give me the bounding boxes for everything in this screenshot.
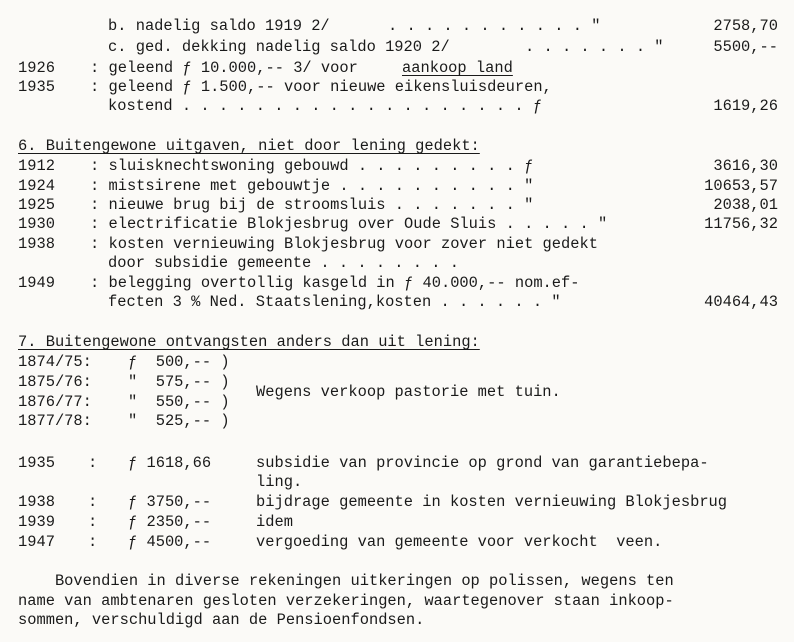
s7-later-year: 1947 [18, 533, 55, 551]
s6-row-amount: 10653,57 [704, 177, 778, 195]
s7-early-year: 1875/76: [18, 373, 92, 391]
s7-early-amount: ƒ 500,-- ) [128, 353, 230, 371]
line-b-amount: 2758,70 [713, 17, 778, 35]
s7-later-text: idem [256, 513, 293, 531]
line-c-text: c. ged. dekking nadelig saldo 1920 2/ [108, 38, 450, 56]
s6-row-amount: 3616,30 [713, 157, 778, 175]
s7-early-amount: " 550,-- ) [128, 393, 230, 411]
s7-early-amount: " 575,-- ) [128, 373, 230, 391]
line-1935-text-1: : geleend ƒ 1.500,-- voor nieuwe eikensluisdeuren, [90, 78, 552, 96]
s6-row-text: : electrificatie Blokjesbrug over Oude Sluis . . . . . " [90, 215, 608, 233]
s6-row-amount: 11756,32 [704, 215, 778, 233]
year-1938: 1938 [18, 235, 55, 253]
section-7-heading: 7. Buitengewone ontvangsten anders dan uit lening: [18, 333, 480, 351]
section-6-heading: 6. Buitengewone uitgaven, niet door lening gedekt: [18, 137, 480, 155]
s7-later-amount: ƒ 4500,-- [128, 533, 212, 551]
s7-later-colon: : [88, 454, 98, 472]
s6-row-text: : sluisknechtswoning gebouwd . . . . . . . . . ƒ [90, 157, 534, 175]
s7-early-year: 1876/77: [18, 393, 92, 411]
s6-row-year: 1924 [18, 177, 55, 195]
s7-later-colon: : [88, 533, 98, 551]
s7-later-text: ling. [256, 473, 303, 491]
line-1935-amount: 1619,26 [713, 97, 778, 115]
year-1935: 1935 [18, 78, 55, 96]
s6-row-year: 1925 [18, 196, 55, 214]
s7-later-text: subsidie van provincie op grond van garantiebepa- [256, 454, 709, 472]
year-1926: 1926 [18, 59, 55, 77]
s7-later-colon: : [88, 493, 98, 511]
s7-early-amount: " 525,-- ) [128, 412, 230, 430]
line-1949-text-2: fecten 3 % Ned. Staatslening,kosten . . . . . . " [108, 293, 561, 311]
line-1949-amount: 40464,43 [704, 293, 778, 311]
s7-early-year: 1874/75: [18, 353, 92, 371]
s6-row-year: 1912 [18, 157, 55, 175]
line-1935-text-2: kostend . . . . . . . . . . . . . . . . . . . ƒ [108, 97, 543, 115]
closing-line-3: sommen, verschuldigd aan de Pensioenfondsen. [18, 611, 425, 629]
s6-row-text: : mistsirene met gebouwtje . . . . . . . . . . " [90, 177, 534, 195]
s7-later-year: 1935 [18, 454, 55, 472]
line-1938-text-2: door subsidie gemeente . . . . . . . . [108, 254, 459, 272]
s7-later-colon: : [88, 513, 98, 531]
line-1926-text: : geleend ƒ 10.000,-- 3/ voor [90, 59, 358, 77]
s7-later-amount: ƒ 3750,-- [128, 493, 212, 511]
s6-row-year: 1930 [18, 215, 55, 233]
line-1938-text-1: : kosten vernieuwing Blokjesbrug voor zover niet gedekt [90, 235, 598, 253]
s7-later-text: vergoeding van gemeente voor verkocht veen. [256, 533, 663, 551]
s7-later-amount: ƒ 2350,-- [128, 513, 212, 531]
s7-later-text: bijdrage gemeente in kosten vernieuwing Blokjesbrug [256, 493, 728, 511]
s7-early-year: 1877/78: [18, 412, 92, 430]
s7-early-note: Wegens verkoop pastorie met tuin. [256, 383, 561, 401]
s6-row-amount: 2038,01 [713, 196, 778, 214]
line-1926-link: aankoop land [402, 59, 513, 77]
year-1949: 1949 [18, 274, 55, 292]
line-1949-text-1: : belegging overtollig kasgeld in ƒ 40.000,-- nom.ef- [90, 274, 580, 292]
closing-line-2: name van ambtenaren gesloten verzekeringen, waartegenover staan inkoop- [18, 592, 674, 610]
s7-later-year: 1939 [18, 513, 55, 531]
closing-line-1: Bovendien in diverse rekeningen uitkeringen op polissen, wegens ten [18, 572, 674, 590]
line-c-dots: . . . . . . . " [525, 38, 664, 56]
s7-later-year: 1938 [18, 493, 55, 511]
s6-row-text: : nieuwe brug bij de stroomsluis . . . . . . . " [90, 196, 534, 214]
line-b-text: b. nadelig saldo 1919 2/ [108, 17, 330, 35]
line-c-amount: 5500,-- [713, 38, 778, 56]
line-b-dots: . . . . . . . . . . . " [388, 17, 601, 35]
s7-later-amount: ƒ 1618,66 [128, 454, 212, 472]
